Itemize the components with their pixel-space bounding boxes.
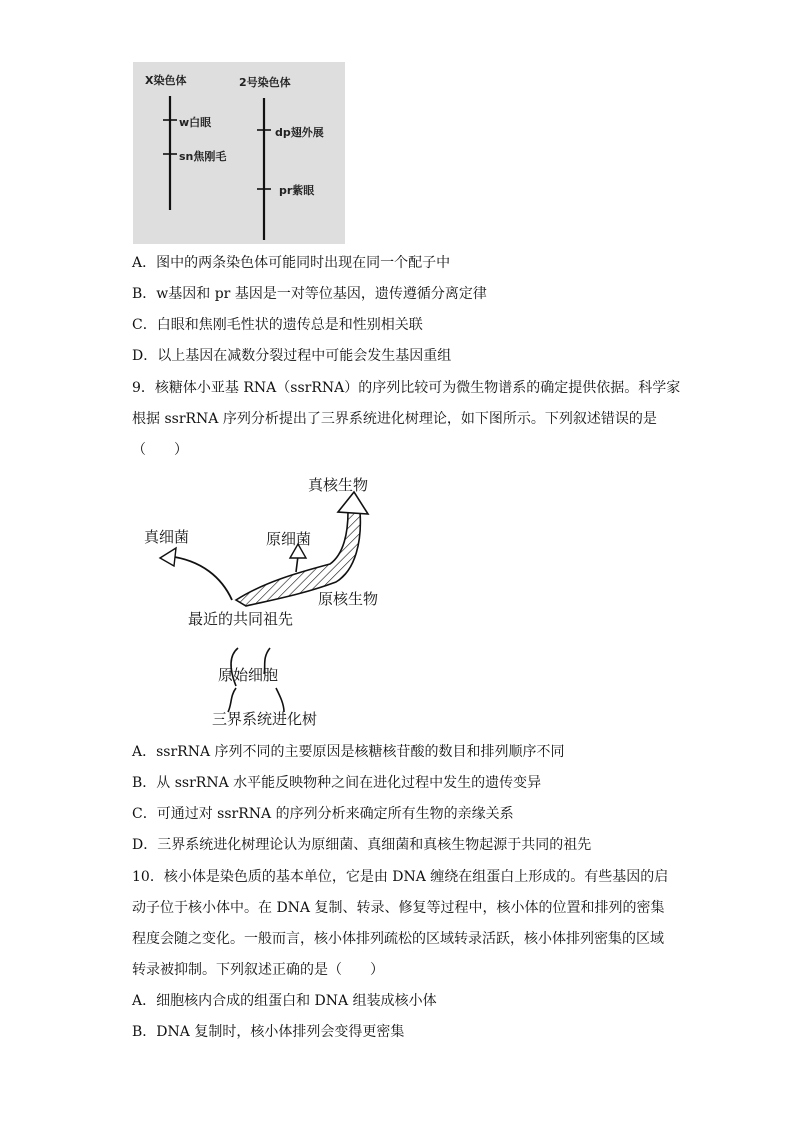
chromosome-figure bbox=[133, 62, 345, 244]
q10-stem-line-4: 转录被抑制。下列叙述正确的是（ ） bbox=[132, 962, 384, 978]
gene-pr-label: pr紫眼 bbox=[279, 184, 315, 197]
q10-option-a: A．细胞核内合成的组蛋白和 DNA 组装成核小体 bbox=[132, 993, 437, 1009]
q10-stem-line-3: 程度会随之变化。一般而言，核小体排列疏松的区域转录活跃，核小体排列密集的区域 bbox=[132, 931, 664, 947]
q9-stem-line-2: 根据 ssrRNA 序列分析提出了三界系统进化树理论，如下图所示。下列叙述错误的是 bbox=[132, 411, 657, 427]
q9-option-d: D．三界系统进化树理论认为原细菌、真细菌和真核生物起源于共同的祖先 bbox=[132, 837, 592, 853]
q9-option-c: C．可通过对 ssrRNA 的序列分析来确定所有生物的亲缘关系 bbox=[132, 806, 514, 822]
x-chromosome-title: X染色体 bbox=[145, 74, 187, 87]
label-archaea: 原细菌 bbox=[266, 530, 312, 548]
eubacteria-arrowhead bbox=[160, 548, 176, 566]
q9-stem-line-3: （ ） bbox=[132, 442, 188, 458]
tree-caption: 三界系统进化树 bbox=[212, 710, 318, 728]
chromosome-2-title: 2号染色体 bbox=[239, 76, 291, 89]
label-common-ancestor: 最近的共同祖先 bbox=[188, 610, 294, 628]
three-domain-tree-diagram bbox=[0, 460, 794, 740]
q8-option-b: B．w基因和 pr 基因是一对等位基因，遗传遵循分离定律 bbox=[132, 286, 487, 302]
label-eukaryote: 真核生物 bbox=[308, 476, 369, 494]
q10-option-b: B．DNA 复制时，核小体排列会变得更密集 bbox=[132, 1024, 405, 1040]
q10-stem-line-1: 10．核小体是染色质的基本单位，它是由 DNA 缠绕在组蛋白上形成的。有些基因的启 bbox=[132, 869, 669, 885]
q9-stem-line-1: 9．核糖体小亚基 RNA（ssrRNA）的序列比较可为微生物谱系的确定提供依据。科学家 bbox=[132, 380, 681, 396]
eukaryote-arrowhead bbox=[338, 492, 368, 514]
label-primitive-cell: 原始细胞 bbox=[218, 666, 279, 684]
gene-w-label: w白眼 bbox=[179, 116, 212, 129]
label-eubacteria: 真细菌 bbox=[144, 528, 190, 546]
q9-option-a: A．ssrRNA 序列不同的主要原因是核糖核苷酸的数目和排列顺序不同 bbox=[132, 744, 565, 760]
gene-dp-label: dp翅外展 bbox=[275, 126, 324, 139]
gene-sn-label: sn焦刚毛 bbox=[179, 150, 227, 163]
eubacteria-branch bbox=[168, 556, 232, 600]
tree-branches bbox=[0, 460, 794, 740]
q8-option-a: A．图中的两条染色体可能同时出现在同一个配子中 bbox=[132, 255, 451, 271]
q9-option-b: B．从 ssrRNA 水平能反映物种之间在进化过程中发生的遗传变异 bbox=[132, 775, 542, 791]
label-prokaryote: 原核生物 bbox=[318, 590, 379, 608]
q8-option-c: C．白眼和焦刚毛性状的遗传总是和性别相关联 bbox=[132, 317, 423, 333]
q10-stem-line-2: 动子位于核小体中。在 DNA 复制、转录、修复等过程中，核小体的位置和排列的密集 bbox=[132, 900, 665, 916]
q8-option-d: D．以上基因在减数分裂过程中可能会发生基因重组 bbox=[132, 348, 452, 364]
